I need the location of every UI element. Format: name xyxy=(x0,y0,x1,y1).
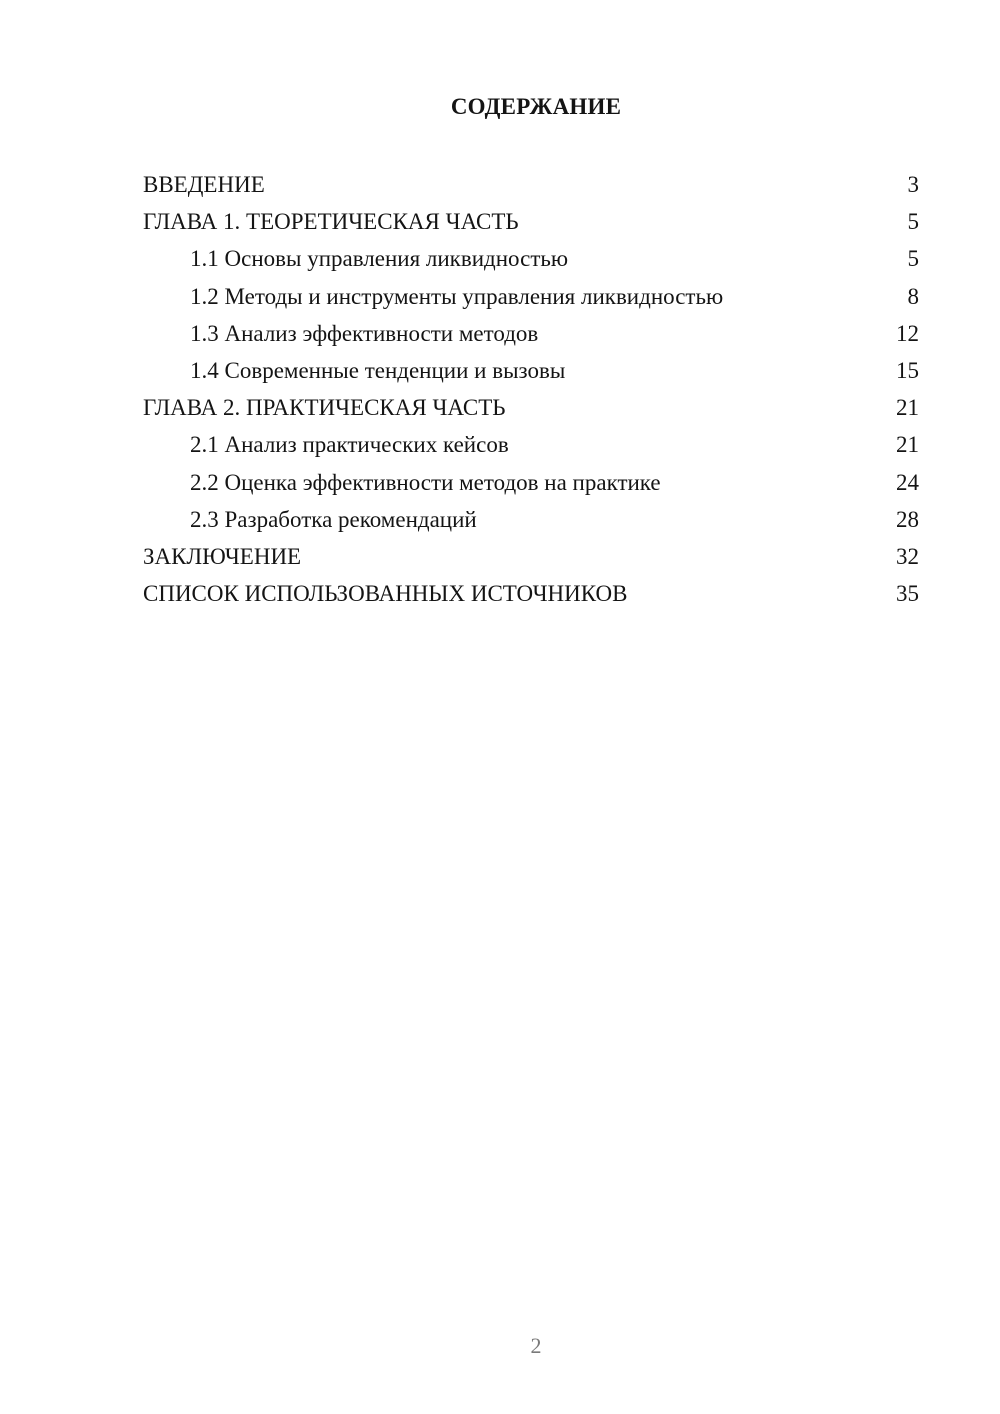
toc-entry-section-2-3[interactable] xyxy=(143,501,919,538)
toc-entry-page: 24 xyxy=(896,469,919,495)
toc-entry-text: 2.3 Разработка рекомендаций xyxy=(190,506,477,532)
toc-entry-text: ГЛАВА 1. ТЕОРЕТИЧЕСКАЯ ЧАСТЬ xyxy=(143,209,519,235)
toc-entry-section-1-1[interactable] xyxy=(143,240,919,277)
toc-entry-references[interactable] xyxy=(143,575,919,612)
toc-entry-page: 5 xyxy=(907,209,919,235)
toc-entry-text: ЗАКЛЮЧЕНИЕ xyxy=(143,543,302,569)
toc-entry-text: 2.1 Анализ практических кейсов xyxy=(190,432,509,458)
table-of-contents xyxy=(143,166,919,612)
toc-entry-page: 8 xyxy=(907,283,919,309)
toc-entry-text: 2.2 Оценка эффективности методов на практике xyxy=(190,469,661,495)
toc-entry-page: 32 xyxy=(896,543,919,569)
toc-entry-page: 15 xyxy=(896,357,919,383)
toc-entry-text: 1.3 Анализ эффективности методов xyxy=(190,320,539,346)
toc-entry-page: 28 xyxy=(896,506,919,532)
toc-entry-page: 21 xyxy=(896,395,919,421)
toc-entry-page: 3 xyxy=(907,172,919,197)
toc-entry-page: 5 xyxy=(907,246,919,272)
toc-entry-section-1-4[interactable] xyxy=(143,352,919,389)
toc-entry-text: 1.4 Современные тенденции и вызовы xyxy=(190,357,566,383)
toc-entry-text: СПИСОК ИСПОЛЬЗОВАННЫХ ИСТОЧНИКОВ xyxy=(143,581,628,607)
toc-entry-section-2-2[interactable] xyxy=(143,464,919,501)
toc-entry-text: ВВЕДЕНИЕ xyxy=(143,172,265,197)
page-number: 2 xyxy=(530,1333,542,1358)
toc-entry-page: 35 xyxy=(896,581,919,607)
toc-entry-section-1-3[interactable] xyxy=(143,315,919,352)
toc-entry-section-1-2[interactable] xyxy=(143,278,919,315)
toc-entry-page: 12 xyxy=(896,320,919,346)
toc-entry-chapter-1[interactable] xyxy=(143,203,919,240)
toc-entry-introduction[interactable] xyxy=(143,166,919,203)
toc-entry-conclusion[interactable] xyxy=(143,538,919,575)
toc-entry-section-2-1[interactable] xyxy=(143,426,919,463)
toc-entry-page: 21 xyxy=(896,432,919,458)
toc-entry-text: 1.2 Методы и инструменты управления ликвидностью xyxy=(190,283,724,309)
toc-entry-chapter-2[interactable] xyxy=(143,389,919,426)
toc-title: СОДЕРЖАНИЕ xyxy=(450,94,622,119)
toc-entry-text: 1.1 Основы управления ликвидностью xyxy=(190,246,569,272)
toc-entry-text: ГЛАВА 2. ПРАКТИЧЕСКАЯ ЧАСТЬ xyxy=(143,395,506,421)
